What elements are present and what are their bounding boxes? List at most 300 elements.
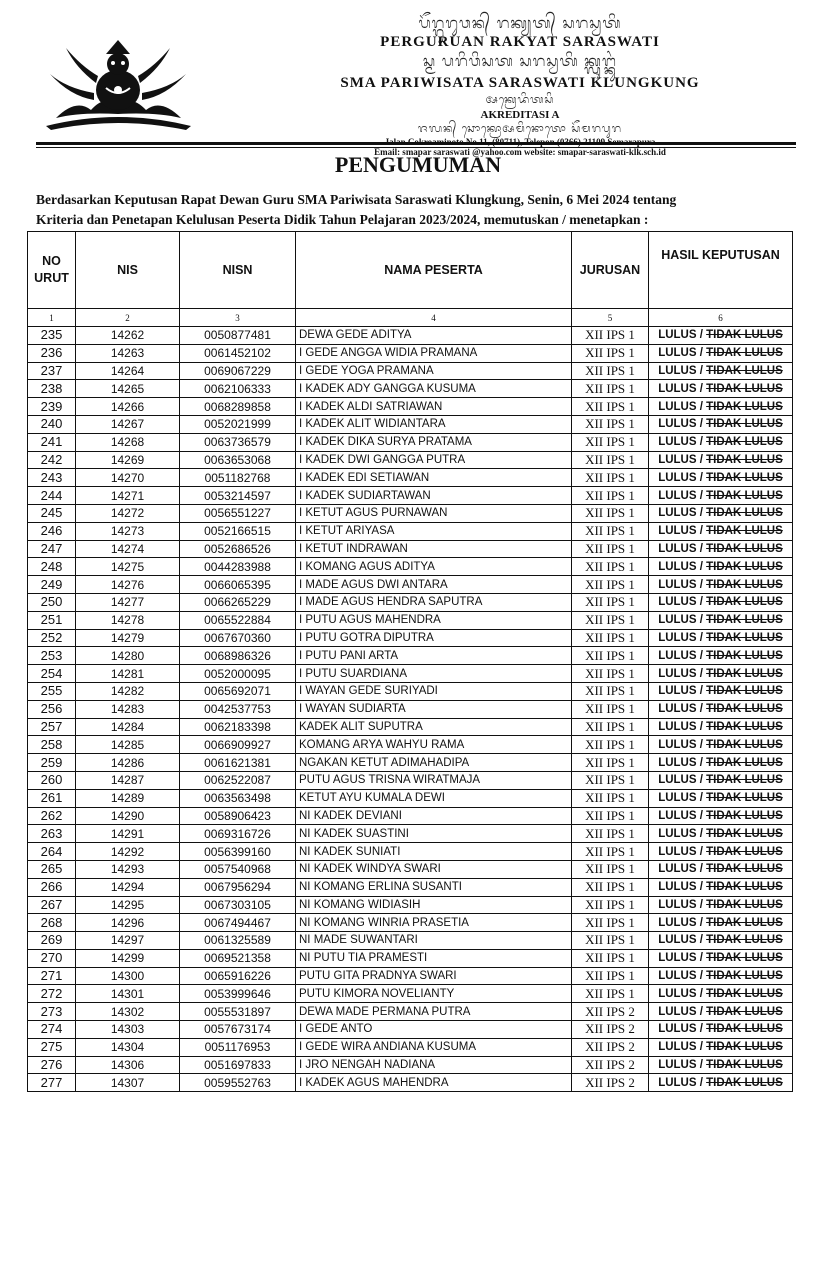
table-row (28, 896, 793, 914)
cell-jurusan: XII IPS 1 (572, 487, 649, 505)
cell-nisn: 0066265229 (180, 593, 296, 611)
result-fail-struck: TIDAK LULUS (706, 827, 783, 840)
cell-nama-peserta: PUTU KIMORA NOVELIANTY (296, 985, 572, 1003)
cell-nis: 14282 (76, 682, 180, 700)
result-separator: / (696, 418, 707, 431)
result-fail-struck: TIDAK LULUS (706, 1005, 783, 1018)
cell-nama-peserta: KADEK ALIT SUPUTRA (296, 718, 572, 736)
cell-hasil-keputusan (649, 789, 793, 807)
result-separator: / (696, 863, 707, 876)
cell-no-urut: 277 (28, 1074, 76, 1092)
cell-no-urut: 264 (28, 843, 76, 861)
result-pass: LULUS (658, 649, 697, 662)
result-fail-struck: TIDAK LULUS (706, 898, 783, 911)
result-pass: LULUS (658, 400, 697, 413)
result-fail-struck: TIDAK LULUS (706, 453, 783, 466)
cell-hasil-keputusan (649, 362, 793, 380)
cell-nisn: 0067494467 (180, 914, 296, 932)
cell-nis: 14263 (76, 344, 180, 362)
table-row (28, 611, 793, 629)
cell-nama-peserta: DEWA GEDE ADITYA (296, 327, 572, 345)
cell-nisn: 0068986326 (180, 647, 296, 665)
result-separator: / (696, 952, 707, 965)
cell-jurusan: XII IPS 2 (572, 1003, 649, 1021)
cell-nis: 14267 (76, 415, 180, 433)
cell-nisn: 0066909927 (180, 736, 296, 754)
result-separator: / (696, 542, 707, 555)
cell-nisn: 0056551227 (180, 504, 296, 522)
cell-no-urut: 260 (28, 771, 76, 789)
cell-nis: 14304 (76, 1038, 180, 1056)
cell-jurusan: XII IPS 2 (572, 1074, 649, 1092)
result-pass: LULUS (658, 418, 697, 431)
cell-nama-peserta: I KADEK EDI SETIAWAN (296, 469, 572, 487)
cell-nis: 14264 (76, 362, 180, 380)
school-name: SMA PARIWISATA SARASWATI KLUNGKUNG (340, 75, 700, 91)
result-pass: LULUS (658, 631, 697, 644)
table-row (28, 949, 793, 967)
result-fail-struck: TIDAK LULUS (706, 382, 783, 395)
result-pass: LULUS (658, 1059, 697, 1072)
table-row (28, 362, 793, 380)
result-separator: / (696, 881, 707, 894)
cell-nama-peserta: NI KADEK SUASTINI (296, 825, 572, 843)
result-separator: / (696, 471, 707, 484)
result-pass: LULUS (658, 685, 697, 698)
cell-nama-peserta: NI KADEK WINDYA SWARI (296, 860, 572, 878)
table-row (28, 540, 793, 558)
table-row (28, 522, 793, 540)
cell-nisn: 0063653068 (180, 451, 296, 469)
cell-hasil-keputusan (649, 469, 793, 487)
cell-jurusan: XII IPS 1 (572, 415, 649, 433)
table-row (28, 647, 793, 665)
cell-no-urut: 273 (28, 1003, 76, 1021)
result-separator: / (696, 703, 707, 716)
cell-nisn: 0053214597 (180, 487, 296, 505)
cell-nisn: 0061452102 (180, 344, 296, 362)
announcement-intro (36, 190, 806, 230)
table-row (28, 344, 793, 362)
cell-hasil-keputusan (649, 700, 793, 718)
result-separator: / (696, 916, 707, 929)
header-no-urut (28, 232, 76, 309)
cell-nis: 14273 (76, 522, 180, 540)
letterhead-script-top: ᬧᭂᬭ᭄ᬕᬸᬭᬸᬯᬦ᭄ ᬭᬓ᭄ᬬᬢ᭄ ᬲᬭᬲ᭄ᬯᬢᬶ (418, 14, 622, 32)
result-separator: / (696, 560, 707, 573)
table-row (28, 1021, 793, 1039)
result-pass: LULUS (658, 489, 697, 502)
result-fail-struck: TIDAK LULUS (706, 1059, 783, 1072)
cell-hasil-keputusan (649, 932, 793, 950)
cell-nisn: 0063563498 (180, 789, 296, 807)
cell-nis: 14307 (76, 1074, 180, 1092)
result-separator: / (696, 364, 707, 377)
cell-nama-peserta: KOMANG ARYA WAHYU RAMA (296, 736, 572, 754)
result-pass: LULUS (658, 329, 697, 342)
cell-jurusan: XII IPS 1 (572, 736, 649, 754)
cell-hasil-keputusan (649, 985, 793, 1003)
cell-nama-peserta: I KADEK AGUS MAHENDRA (296, 1074, 572, 1092)
cell-no-urut: 249 (28, 576, 76, 594)
cell-hasil-keputusan (649, 896, 793, 914)
cell-nis: 14294 (76, 878, 180, 896)
cell-no-urut: 245 (28, 504, 76, 522)
result-pass: LULUS (658, 809, 697, 822)
intro-line-2: Kriteria dan Penetapan Kelulusan Peserta Didik Tahun Pelajaran 2023/2024, memutuskan / menetapkan : (36, 212, 649, 227)
cell-nisn: 0062106333 (180, 380, 296, 398)
result-fail-struck: TIDAK LULUS (706, 329, 783, 342)
cell-nama-peserta: NI MADE SUWANTARI (296, 932, 572, 950)
cell-jurusan: XII IPS 1 (572, 985, 649, 1003)
result-separator: / (696, 987, 707, 1000)
cell-nisn: 0062183398 (180, 718, 296, 736)
result-pass: LULUS (658, 453, 697, 466)
table-row (28, 593, 793, 611)
result-pass: LULUS (658, 364, 697, 377)
cell-hasil-keputusan (649, 522, 793, 540)
cell-no-urut: 262 (28, 807, 76, 825)
cell-nisn: 0042537753 (180, 700, 296, 718)
cell-nis: 14265 (76, 380, 180, 398)
column-number-row (28, 309, 793, 327)
cell-jurusan: XII IPS 1 (572, 914, 649, 932)
result-fail-struck: TIDAK LULUS (706, 774, 783, 787)
cell-nama-peserta: NI KADEK SUNIATI (296, 843, 572, 861)
result-pass: LULUS (658, 471, 697, 484)
cell-nis: 14283 (76, 700, 180, 718)
letterhead-script-mid: ᬲ᭄ᬫ ᬧᬭᬶᬯᬶᬲᬢ ᬲᬭᬲ᭄ᬯᬢᬶ ᬓ᭄ᬮᬸᬗ᭄ᬓᬸᬂ (423, 52, 617, 70)
cell-hasil-keputusan (649, 825, 793, 843)
result-pass: LULUS (658, 881, 697, 894)
cell-hasil-keputusan (649, 558, 793, 576)
cell-hasil-keputusan (649, 807, 793, 825)
result-separator: / (696, 1005, 707, 1018)
result-pass: LULUS (658, 507, 697, 520)
cell-nama-peserta: PUTU AGUS TRISNA WIRATMAJA (296, 771, 572, 789)
cell-nisn: 0061325589 (180, 932, 296, 950)
table-row (28, 433, 793, 451)
cell-nis: 14271 (76, 487, 180, 505)
cell-nisn: 0058906423 (180, 807, 296, 825)
result-pass: LULUS (658, 738, 697, 751)
cell-jurusan: XII IPS 1 (572, 807, 649, 825)
cell-nis: 14296 (76, 914, 180, 932)
cell-nis: 14266 (76, 398, 180, 416)
cell-hasil-keputusan (649, 415, 793, 433)
table-row (28, 700, 793, 718)
cell-hasil-keputusan (649, 860, 793, 878)
table-row (28, 1056, 793, 1074)
result-pass: LULUS (658, 970, 697, 983)
result-fail-struck: TIDAK LULUS (706, 703, 783, 716)
cell-nama-peserta: KETUT AYU KUMALA DEWI (296, 789, 572, 807)
result-pass: LULUS (658, 542, 697, 555)
result-separator: / (696, 1076, 707, 1089)
cell-jurusan: XII IPS 1 (572, 327, 649, 345)
result-pass: LULUS (658, 756, 697, 769)
cell-nisn: 0050877481 (180, 327, 296, 345)
cell-nisn: 0065692071 (180, 682, 296, 700)
table-row (28, 718, 793, 736)
cell-nis: 14295 (76, 896, 180, 914)
table-row (28, 487, 793, 505)
cell-nisn: 0069316726 (180, 825, 296, 843)
cell-jurusan: XII IPS 1 (572, 665, 649, 683)
result-separator: / (696, 649, 707, 662)
result-fail-struck: TIDAK LULUS (706, 578, 783, 591)
result-pass: LULUS (658, 667, 697, 680)
col-number-5: 5 (572, 309, 649, 327)
cell-no-urut: 236 (28, 344, 76, 362)
cell-hasil-keputusan (649, 380, 793, 398)
result-fail-struck: TIDAK LULUS (706, 489, 783, 502)
cell-jurusan: XII IPS 1 (572, 949, 649, 967)
cell-jurusan: XII IPS 1 (572, 362, 649, 380)
cell-jurusan: XII IPS 1 (572, 433, 649, 451)
cell-nisn: 0067303105 (180, 896, 296, 914)
graduation-table (27, 231, 793, 1092)
cell-nama-peserta: I WAYAN SUDIARTA (296, 700, 572, 718)
cell-jurusan: XII IPS 1 (572, 682, 649, 700)
result-fail-struck: TIDAK LULUS (706, 863, 783, 876)
table-row (28, 807, 793, 825)
cell-no-urut: 239 (28, 398, 76, 416)
cell-hasil-keputusan (649, 1021, 793, 1039)
result-fail-struck: TIDAK LULUS (706, 1041, 783, 1054)
result-fail-struck: TIDAK LULUS (706, 987, 783, 1000)
cell-no-urut: 259 (28, 754, 76, 772)
cell-no-urut: 274 (28, 1021, 76, 1039)
cell-nama-peserta: I GEDE WIRA ANDIANA KUSUMA (296, 1038, 572, 1056)
result-pass: LULUS (658, 614, 697, 627)
cell-nama-peserta: I GEDE ANTO (296, 1021, 572, 1039)
cell-nis: 14292 (76, 843, 180, 861)
cell-hasil-keputusan (649, 736, 793, 754)
cell-nisn: 0051182768 (180, 469, 296, 487)
cell-no-urut: 242 (28, 451, 76, 469)
table-row (28, 789, 793, 807)
cell-nisn: 0052000095 (180, 665, 296, 683)
cell-hasil-keputusan (649, 665, 793, 683)
cell-nis: 14270 (76, 469, 180, 487)
cell-nisn: 0056399160 (180, 843, 296, 861)
result-pass: LULUS (658, 1076, 697, 1089)
cell-no-urut: 263 (28, 825, 76, 843)
result-fail-struck: TIDAK LULUS (706, 400, 783, 413)
cell-jurusan: XII IPS 2 (572, 1056, 649, 1074)
cell-hasil-keputusan (649, 718, 793, 736)
cell-no-urut: 267 (28, 896, 76, 914)
cell-hasil-keputusan (649, 576, 793, 594)
cell-no-urut: 235 (28, 327, 76, 345)
result-pass: LULUS (658, 1041, 697, 1054)
cell-jurusan: XII IPS 1 (572, 593, 649, 611)
result-pass: LULUS (658, 347, 697, 360)
cell-jurusan: XII IPS 1 (572, 398, 649, 416)
cell-nisn: 0067670360 (180, 629, 296, 647)
result-fail-struck: TIDAK LULUS (706, 542, 783, 555)
table-row (28, 932, 793, 950)
cell-nis: 14290 (76, 807, 180, 825)
cell-nama-peserta: I GEDE ANGGA WIDIA PRAMANA (296, 344, 572, 362)
result-fail-struck: TIDAK LULUS (706, 667, 783, 680)
cell-jurusan: XII IPS 1 (572, 576, 649, 594)
intro-line-1: Berdasarkan Keputusan Rapat Dewan Guru SMA Pariwisata Saraswati Klungkung, Senin, 6 Mei 2024 tentang (36, 192, 677, 207)
cell-no-urut: 265 (28, 860, 76, 878)
table-row (28, 1038, 793, 1056)
table-row (28, 415, 793, 433)
cell-jurusan: XII IPS 1 (572, 718, 649, 736)
result-pass: LULUS (658, 987, 697, 1000)
cell-nis: 14276 (76, 576, 180, 594)
cell-nisn: 0069067229 (180, 362, 296, 380)
cell-nisn: 0066065395 (180, 576, 296, 594)
cell-jurusan: XII IPS 1 (572, 380, 649, 398)
result-separator: / (696, 525, 707, 538)
result-separator: / (696, 631, 707, 644)
result-pass: LULUS (658, 1005, 697, 1018)
cell-hasil-keputusan (649, 629, 793, 647)
cell-no-urut: 243 (28, 469, 76, 487)
letterhead (0, 0, 836, 157)
cell-no-urut: 268 (28, 914, 76, 932)
result-pass: LULUS (658, 898, 697, 911)
cell-jurusan: XII IPS 1 (572, 771, 649, 789)
cell-no-urut: 271 (28, 967, 76, 985)
result-pass: LULUS (658, 774, 697, 787)
letterhead-rule-thick (36, 142, 796, 145)
cell-nis: 14306 (76, 1056, 180, 1074)
result-separator: / (696, 1041, 707, 1054)
table-body (28, 327, 793, 1092)
cell-nama-peserta: I PUTU GOTRA DIPUTRA (296, 629, 572, 647)
result-fail-struck: TIDAK LULUS (706, 845, 783, 858)
cell-no-urut: 258 (28, 736, 76, 754)
cell-nis: 14284 (76, 718, 180, 736)
header-hasil-keputusan: HASIL KEPUTUSAN (649, 232, 793, 309)
cell-hasil-keputusan (649, 878, 793, 896)
cell-hasil-keputusan (649, 593, 793, 611)
result-fail-struck: TIDAK LULUS (706, 970, 783, 983)
result-separator: / (696, 720, 707, 733)
result-separator: / (696, 453, 707, 466)
table-row (28, 736, 793, 754)
cell-nis: 14293 (76, 860, 180, 878)
cell-nis: 14278 (76, 611, 180, 629)
cell-nama-peserta: NI PUTU TIA PRAMESTI (296, 949, 572, 967)
cell-jurusan: XII IPS 2 (572, 1021, 649, 1039)
result-separator: / (696, 578, 707, 591)
cell-nama-peserta: I KADEK ALIT WIDIANTARA (296, 415, 572, 433)
announcement-title: PENGUMUMAN (334, 152, 502, 177)
result-pass: LULUS (658, 916, 697, 929)
cell-hasil-keputusan (649, 914, 793, 932)
cell-nis: 14299 (76, 949, 180, 967)
result-pass: LULUS (658, 792, 697, 805)
table-row (28, 771, 793, 789)
col-number-2: 2 (76, 309, 180, 327)
table-row (28, 504, 793, 522)
result-separator: / (696, 738, 707, 751)
result-pass: LULUS (658, 863, 697, 876)
table-row (28, 398, 793, 416)
cell-nisn: 0065522884 (180, 611, 296, 629)
result-pass: LULUS (658, 382, 697, 395)
cell-no-urut: 253 (28, 647, 76, 665)
cell-nama-peserta: I KADEK DWI GANGGA PUTRA (296, 451, 572, 469)
table-row (28, 451, 793, 469)
cell-nama-peserta: I KETUT INDRAWAN (296, 540, 572, 558)
result-separator: / (696, 898, 707, 911)
cell-jurusan: XII IPS 1 (572, 629, 649, 647)
col-number-1: 1 (28, 309, 76, 327)
table-row (28, 914, 793, 932)
cell-hasil-keputusan (649, 843, 793, 861)
result-separator: / (696, 614, 707, 627)
cell-jurusan: XII IPS 1 (572, 932, 649, 950)
cell-nis: 14262 (76, 327, 180, 345)
cell-jurusan: XII IPS 1 (572, 611, 649, 629)
cell-no-urut: 269 (28, 932, 76, 950)
result-fail-struck: TIDAK LULUS (706, 507, 783, 520)
result-fail-struck: TIDAK LULUS (706, 649, 783, 662)
cell-nama-peserta: NI KADEK DEVIANI (296, 807, 572, 825)
cell-nis: 14291 (76, 825, 180, 843)
result-pass: LULUS (658, 436, 697, 449)
cell-nisn: 0069521358 (180, 949, 296, 967)
table-header-row (28, 232, 793, 309)
cell-no-urut: 266 (28, 878, 76, 896)
result-separator: / (696, 596, 707, 609)
result-fail-struck: TIDAK LULUS (706, 809, 783, 822)
cell-nisn: 0061621381 (180, 754, 296, 772)
cell-jurusan: XII IPS 1 (572, 700, 649, 718)
cell-nis: 14281 (76, 665, 180, 683)
cell-nisn: 0057540968 (180, 860, 296, 878)
result-pass: LULUS (658, 596, 697, 609)
table-row (28, 380, 793, 398)
cell-no-urut: 257 (28, 718, 76, 736)
cell-nama-peserta: NGAKAN KETUT ADIMAHADIPA (296, 754, 572, 772)
cell-nama-peserta: I MADE AGUS HENDRA SAPUTRA (296, 593, 572, 611)
result-separator: / (696, 970, 707, 983)
col-number-3: 3 (180, 309, 296, 327)
result-fail-struck: TIDAK LULUS (706, 1023, 783, 1036)
cell-no-urut: 238 (28, 380, 76, 398)
foundation-name: PERGURUAN RAKYAT SARASWATI (380, 34, 660, 50)
result-fail-struck: TIDAK LULUS (706, 596, 783, 609)
cell-nis: 14279 (76, 629, 180, 647)
result-fail-struck: TIDAK LULUS (706, 792, 783, 805)
cell-hasil-keputusan (649, 647, 793, 665)
cell-nis: 14268 (76, 433, 180, 451)
cell-hasil-keputusan (649, 504, 793, 522)
header-nama-peserta: NAMA PESERTA (296, 232, 572, 309)
cell-nis: 14285 (76, 736, 180, 754)
cell-nisn: 0059552763 (180, 1074, 296, 1092)
header-jurusan: JURUSAN (572, 232, 649, 309)
cell-no-urut: 276 (28, 1056, 76, 1074)
cell-jurusan: XII IPS 1 (572, 843, 649, 861)
cell-hasil-keputusan (649, 1038, 793, 1056)
result-fail-struck: TIDAK LULUS (706, 471, 783, 484)
cell-no-urut: 246 (28, 522, 76, 540)
result-separator: / (696, 667, 707, 680)
header-nisn: NISN (180, 232, 296, 309)
cell-no-urut: 247 (28, 540, 76, 558)
cell-jurusan: XII IPS 1 (572, 647, 649, 665)
